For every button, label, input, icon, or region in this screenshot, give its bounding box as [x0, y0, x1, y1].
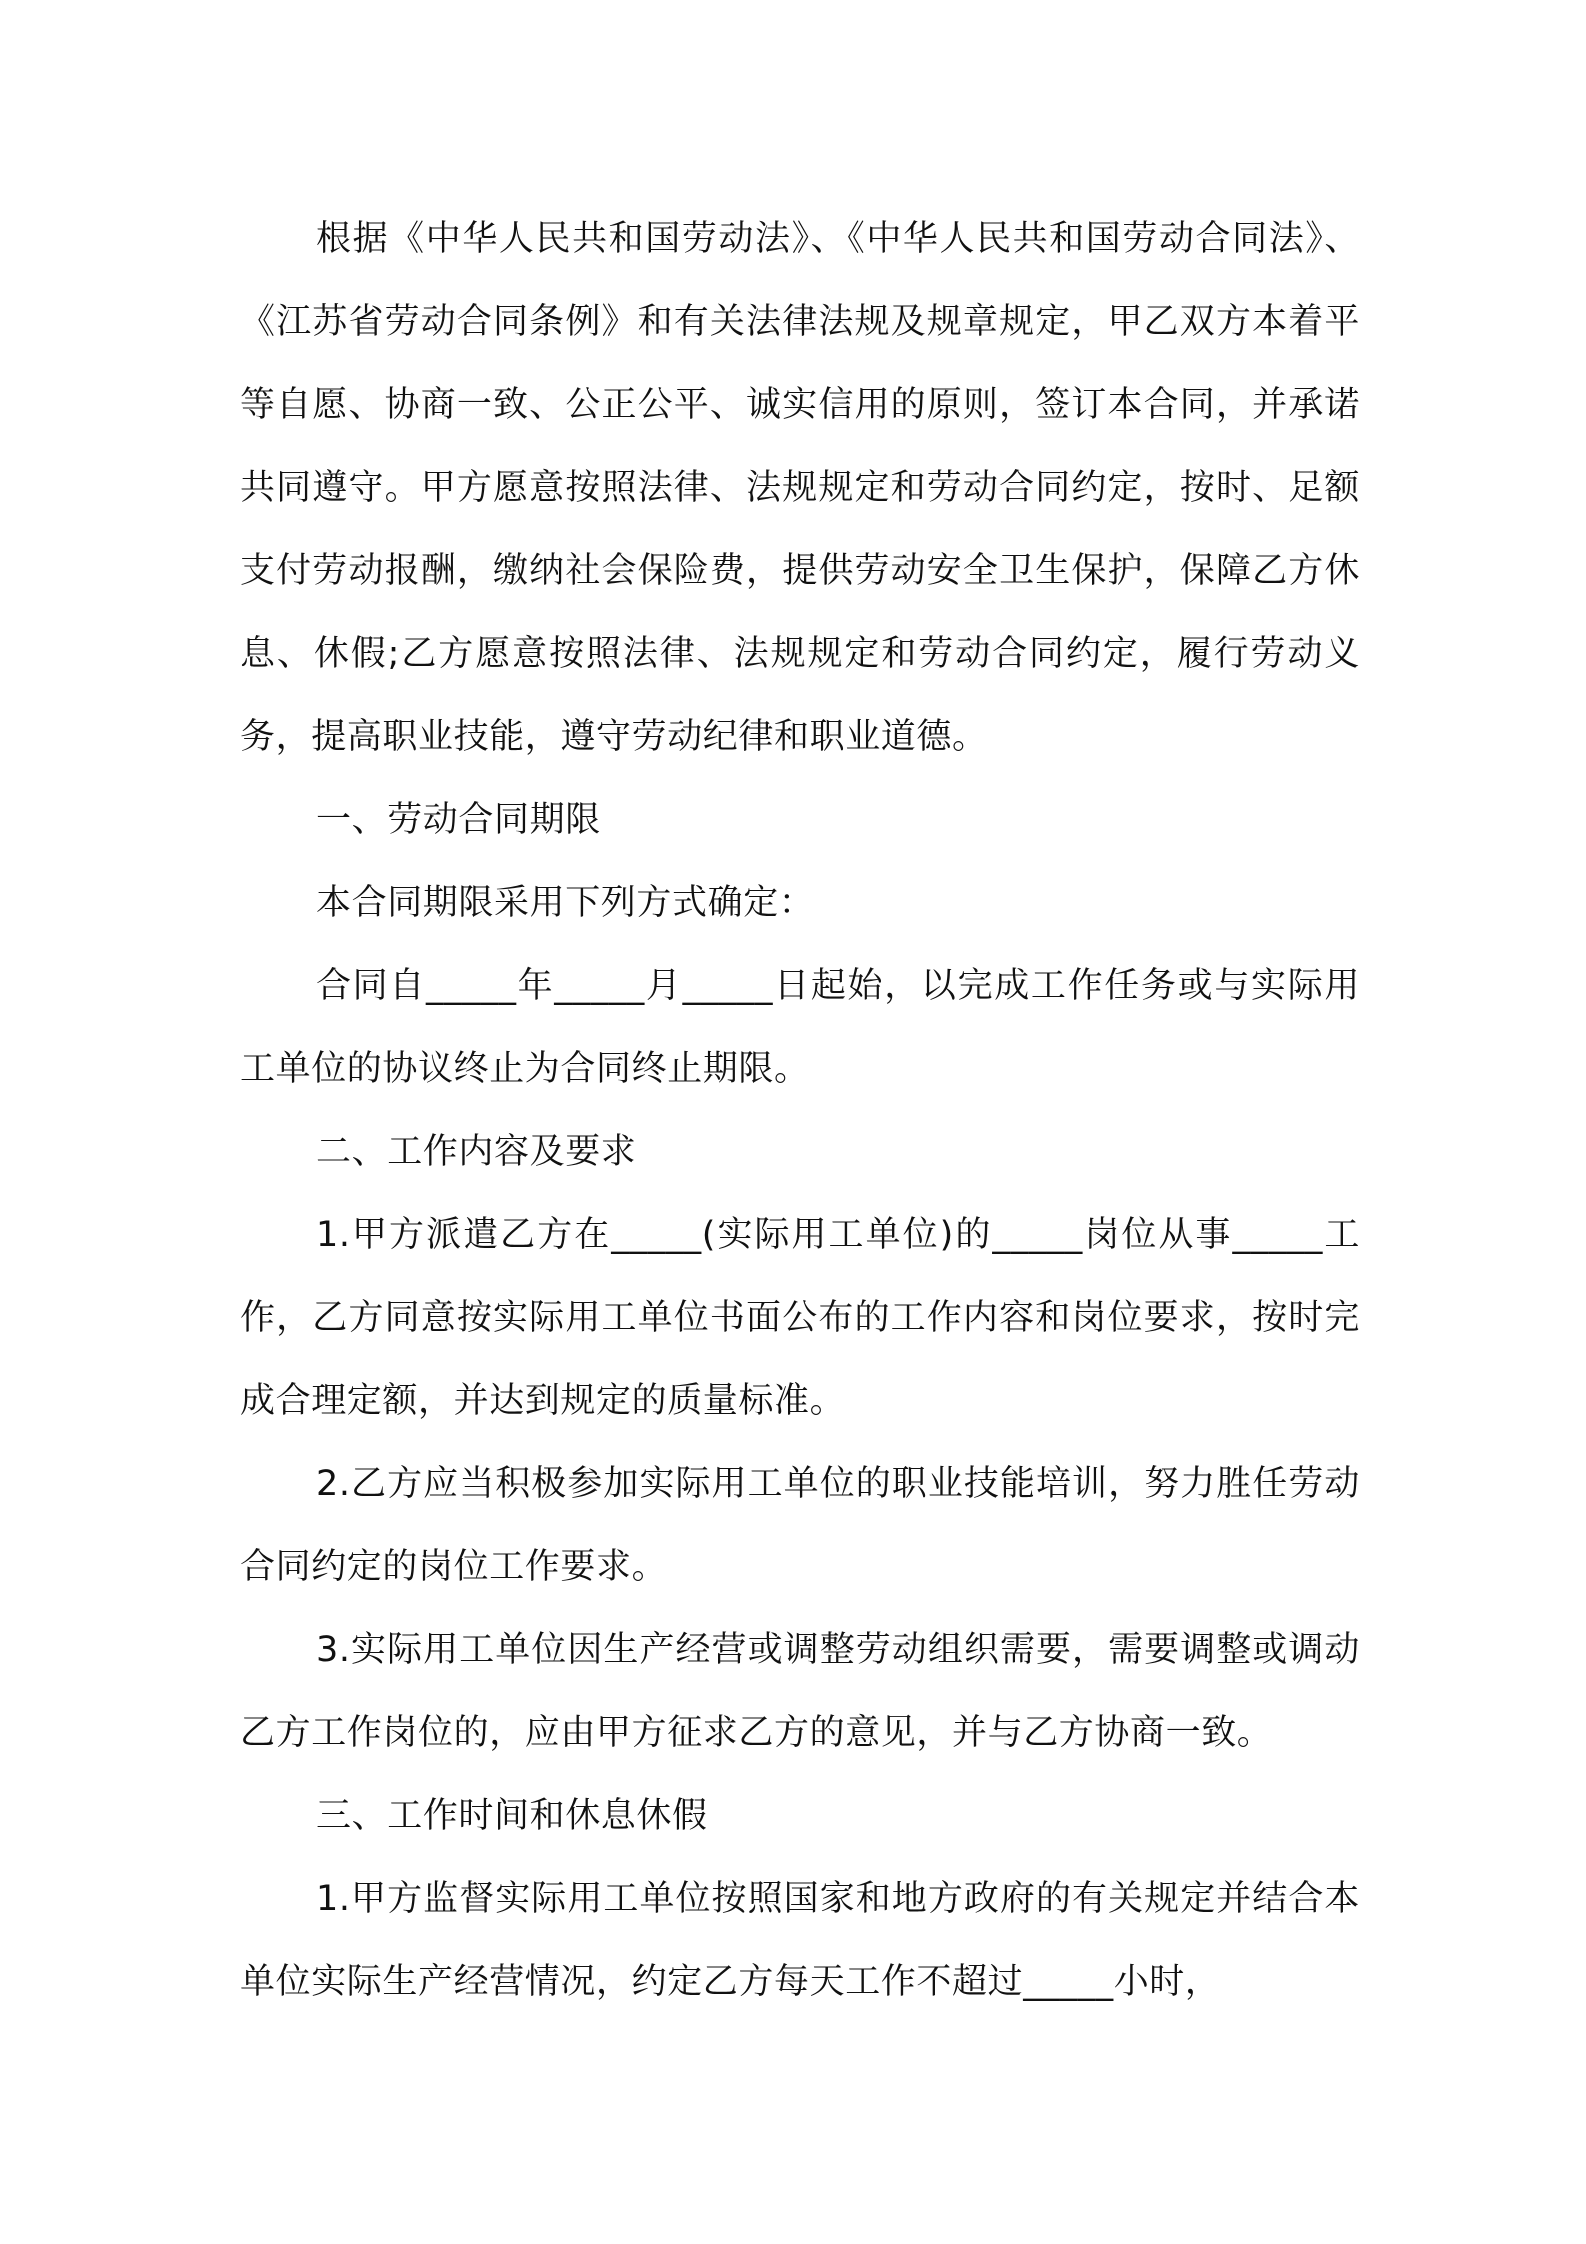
- section-2-title: 二、工作内容及要求: [316, 1132, 637, 1172]
- contract-text: [240, 198, 1360, 2024]
- section-1-title: 一、劳动合同期限: [316, 800, 601, 840]
- section-1-paragraph-1: 本合同期限采用下列方式确定：: [316, 883, 815, 923]
- section-3-item-1: 1.甲方监督实际用工单位按照国家和地方政府的有关规定并结合本单位实际生产经营情况，约定乙方每天工作不超过_____小时，: [240, 1879, 1360, 2002]
- section-1-paragraph-2: 合同自_____年_____月_____日起始，以完成工作任务或与实际用工单位的协议终止为合同终止期限。: [240, 966, 1360, 1089]
- intro-paragraph: 根据《中华人民共和国劳动法》、《中华人民共和国劳动合同法》、《江苏省劳动合同条例》和有关法律法规及规章规定，甲乙双方本着平等自愿、协商一致、公正公平、诚实信用的原则，签订本合同，并承诺共同遵守。甲方愿意按照法律、法规规定和劳动合同约定，按时、足额支付劳动报酬，缴纳社会保险费，提供劳动安全卫生保护，保障乙方休息、休假;乙方愿意按照法律、法规规定和劳动合同约定，履行劳动义务，提高职业技能，遵守劳动纪律和职业道德。: [240, 219, 1360, 757]
- section-2-item-1: 1.甲方派遣乙方在_____(实际用工单位)的_____岗位从事_____工作，乙方同意按实际用工单位书面公布的工作内容和岗位要求，按时完成合理定额，并达到规定的质量标准。: [240, 1215, 1360, 1421]
- section-2-item-3: 3.实际用工单位因生产经营或调整劳动组织需要，需要调整或调动乙方工作岗位的，应由甲方征求乙方的意见，并与乙方协商一致。: [240, 1630, 1360, 1753]
- section-3-title: 三、工作时间和休息休假: [316, 1796, 708, 1836]
- section-2-item-2: 2.乙方应当积极参加实际用工单位的职业技能培训，努力胜任劳动合同约定的岗位工作要求。: [240, 1464, 1360, 1587]
